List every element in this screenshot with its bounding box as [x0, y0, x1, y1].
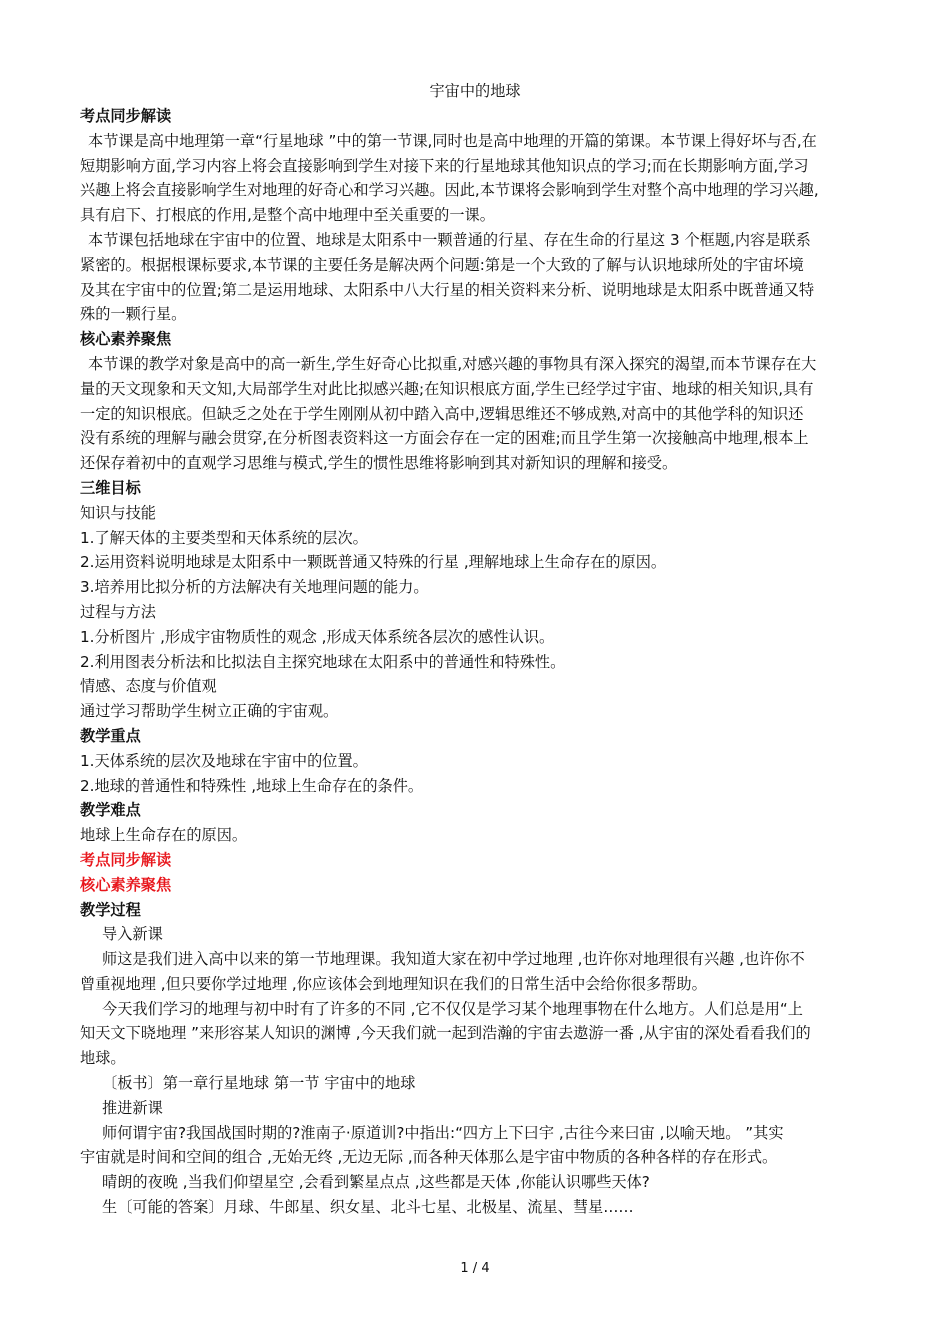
paragraph-line: 宇宙就是时间和空间的组合 ,无始无终 ,无边无际 ,而各种天体那么是宇宙中物质的各种各样的存在形式。 [80, 1148, 778, 1167]
paragraph-line: 量的天文现象和天文知,大局部学生对此比拟感兴趣;在知识根底方面,学生已经学过宇宙、地球的相关知识,具有 [80, 379, 814, 398]
list-item: 地球上生命存在的原因。 [80, 826, 248, 845]
list-item: 2.运用资料说明地球是太阳系中一颗既普通又特殊的行星 ,理解地球上生命存在的原因。 [80, 553, 667, 572]
paragraph-line: 晴朗的夜晚 ,当我们仰望星空 ,会看到繁星点点 ,这些都是天体 ,你能认识哪些天体? [102, 1173, 650, 1192]
subheading: 推进新课 [102, 1098, 163, 1117]
list-item: 3.培养用比拟分析的方法解决有关地理问题的能力。 [80, 578, 429, 597]
paragraph-line: 生〔可能的答案〕月球、牛郎星、织女星、北斗七星、北极星、流星、彗星…… [102, 1198, 634, 1217]
list-item: 2.地球的普通性和特殊性 ,地球上生命存在的条件。 [80, 776, 424, 795]
paragraph-line: 知天文下晓地理 ”来形容某人知识的渊博 ,今天我们就一起到浩瀚的宇宙去遨游一番 ,从宇宙的深处看看我们的 [80, 1024, 811, 1043]
section-heading: 核心素养聚焦 [80, 330, 172, 349]
paragraph-line: 师这是我们进入高中以来的第一节地理课。我知道大家在初中学过地理 ,也许你对地理很有兴趣 ,也许你不 [102, 950, 805, 969]
document-body [80, 104, 888, 1220]
list-item: 1.天体系统的层次及地球在宇宙中的位置。 [80, 751, 368, 770]
paragraph-line: 本节课是高中地理第一章“行星地球 ”中的第一节课,同时也是高中地理的开篇的第课。本节课上得好坏与否,在 [88, 131, 817, 150]
subheading: 情感、态度与价值观 [80, 677, 217, 696]
list-item: 2.利用图表分析法和比拟法自主探究地球在太阳系中的普通性和特殊性。 [80, 652, 566, 671]
paragraph-line: 地球。 [80, 1049, 126, 1068]
subheading: 过程与方法 [80, 602, 156, 621]
document-title: 宇宙中的地球 [429, 82, 521, 100]
list-item: 通过学习帮助学生树立正确的宇宙观。 [80, 702, 339, 721]
section-heading: 教学难点 [80, 801, 141, 820]
paragraph-line: 短期影响方面,学习内容上将会直接影响到学生对接下来的行星地球其他知识点的学习;而在长期影响方面,学习 [80, 156, 809, 175]
subheading: 导入新课 [102, 925, 163, 944]
red-heading: 考点同步解读 [80, 850, 172, 869]
list-item: 1.了解天体的主要类型和天体系统的层次。 [80, 528, 368, 547]
paragraph-line: 具有启下、打根底的作用,是整个高中地理中至关重要的一课。 [80, 206, 495, 225]
paragraph-line: 今天我们学习的地理与初中时有了许多的不同 ,它不仅仅是学习某个地理事物在什么地方。人们总是用“上 [102, 999, 803, 1018]
paragraph-line: 及其在宇宙中的位置;第二是运用地球、太阳系中八大行星的相关资料来分析、说明地球是太阳系中既普通又特 [80, 280, 815, 299]
page-number: 1 / 4 [460, 1261, 490, 1276]
subheading: 知识与技能 [80, 503, 156, 522]
paragraph-line: 本节课包括地球在宇宙中的位置、地球是太阳系中一颗普通的行星、存在生命的行星这 3 个框题,内容是联系 [88, 230, 811, 249]
paragraph-line: 师何谓宇宙?我国战国时期的?淮南子·原道训?中指出:“四方上下曰宇 ,古往今来曰宙 ,以喻天地。 ”其实 [102, 1123, 784, 1142]
section-heading: 三维目标 [80, 478, 141, 497]
paragraph-line: 紧密的。根据根课标要求,本节课的主要任务是解决两个问题:第是一个大致的了解与认识地球所处的宇宙坏境 [80, 255, 804, 274]
section-heading: 考点同步解读 [80, 107, 172, 125]
paragraph-line: 曾重视地理 ,但只要你学过地理 ,你应该体会到地理知识在我们的日常生活中会给你很多帮助。 [80, 974, 707, 993]
list-item: 1.分析图片 ,形成宇宙物质性的观念 ,形成天体系统各层次的感性认识。 [80, 627, 555, 646]
red-heading: 核心素养聚焦 [80, 875, 172, 894]
section-heading: 教学过程 [80, 900, 141, 919]
paragraph-line: 没有系统的理解与融会贯穿,在分析图表资料这一方面会存在一定的困难;而且学生第一次接触高中地理,根本上 [80, 429, 809, 448]
section-heading: 教学重点 [80, 726, 141, 745]
blackboard-note: 〔板书〕第一章行星地球 第一节 宇宙中的地球 [102, 1074, 416, 1093]
paragraph-line: 兴趣上将会直接影响学生对地理的好奇心和学习兴趣。因此,本节课将会影响到学生对整个高中地理的学习兴趣, [80, 181, 819, 200]
paragraph-line: 还保存着初中的直观学习思维与模式,学生的惯性思维将影响到其对新知识的理解和接受。 [80, 454, 678, 473]
paragraph-line: 殊的一颗行星。 [80, 305, 187, 324]
paragraph-line: 本节课的教学对象是高中的高一新生,学生好奇心比拟重,对感兴趣的事物具有深入探究的渴望,而本节课存在大 [88, 354, 817, 373]
paragraph-line: 一定的知识根底。但缺乏之处在于学生刚刚从初中踏入高中,逻辑思维还不够成熟,对高中的其他学科的知识还 [80, 404, 804, 423]
